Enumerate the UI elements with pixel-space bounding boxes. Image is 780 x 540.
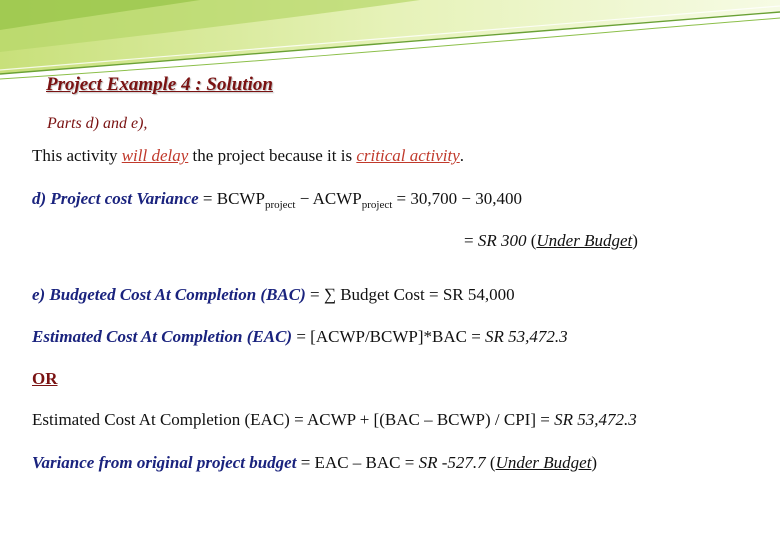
- eac-line: [32, 327, 568, 347]
- will-delay-link[interactable]: will delay: [121, 146, 189, 165]
- project-cost-variance-label: d) Project cost Variance: [32, 189, 199, 208]
- bac-label: e) Budgeted Cost At Completion (BAC): [32, 285, 306, 304]
- budget-variance-close: ): [591, 453, 598, 472]
- acwp-term: − ACWP: [295, 189, 362, 208]
- eac-formula: = [ACWP/BCWP]*BAC =: [292, 327, 486, 346]
- bcwp-subscript: project: [264, 199, 296, 211]
- project-cost-variance-line: [32, 189, 522, 211]
- slide-subtitle: Parts d) and e),: [47, 115, 148, 132]
- variance-close-paren: ): [632, 231, 638, 250]
- statement-mid: the project because it is: [188, 146, 357, 165]
- critical-activity-link[interactable]: critical activity: [356, 146, 460, 165]
- budget-variance-open: (: [485, 453, 496, 472]
- eac-alt-value: SR 53,472.3: [554, 410, 637, 429]
- budget-variance-label: Variance from original project budget: [32, 453, 297, 472]
- under-budget-note: Under Budget: [536, 231, 633, 250]
- budget-variance-line: [32, 453, 597, 473]
- budget-variance-note: Under Budget: [495, 453, 592, 472]
- slide-title: Project Example 4 : Solution: [46, 74, 273, 95]
- budget-variance-formula: = EAC – BAC =: [296, 453, 419, 472]
- variance-equals: =: [464, 231, 478, 250]
- bcwp-term: = BCWP: [198, 189, 265, 208]
- variance-value: SR 300: [477, 231, 527, 250]
- bac-line: [32, 285, 515, 305]
- or-label: OR: [32, 369, 58, 388]
- variance-result: = 30,700 − 30,400: [392, 189, 522, 208]
- eac-alt-line: [32, 410, 637, 430]
- budget-variance-value: SR -527.7: [418, 453, 486, 472]
- variance-value-line: [464, 231, 638, 251]
- statement-post: .: [459, 146, 464, 165]
- statement-pre: This activity: [32, 146, 122, 165]
- eac-label: Estimated Cost At Completion (EAC): [32, 327, 293, 346]
- variance-open-paren: (: [526, 231, 537, 250]
- statement-line: [32, 146, 464, 166]
- eac-value: SR 53,472.3: [485, 327, 568, 346]
- bac-formula: = ∑ Budget Cost = SR 54,000: [305, 285, 515, 304]
- acwp-subscript: project: [361, 199, 393, 211]
- eac-alt-formula: Estimated Cost At Completion (EAC) = ACWP + [(BAC – BCWP) / CPI] =: [32, 410, 555, 429]
